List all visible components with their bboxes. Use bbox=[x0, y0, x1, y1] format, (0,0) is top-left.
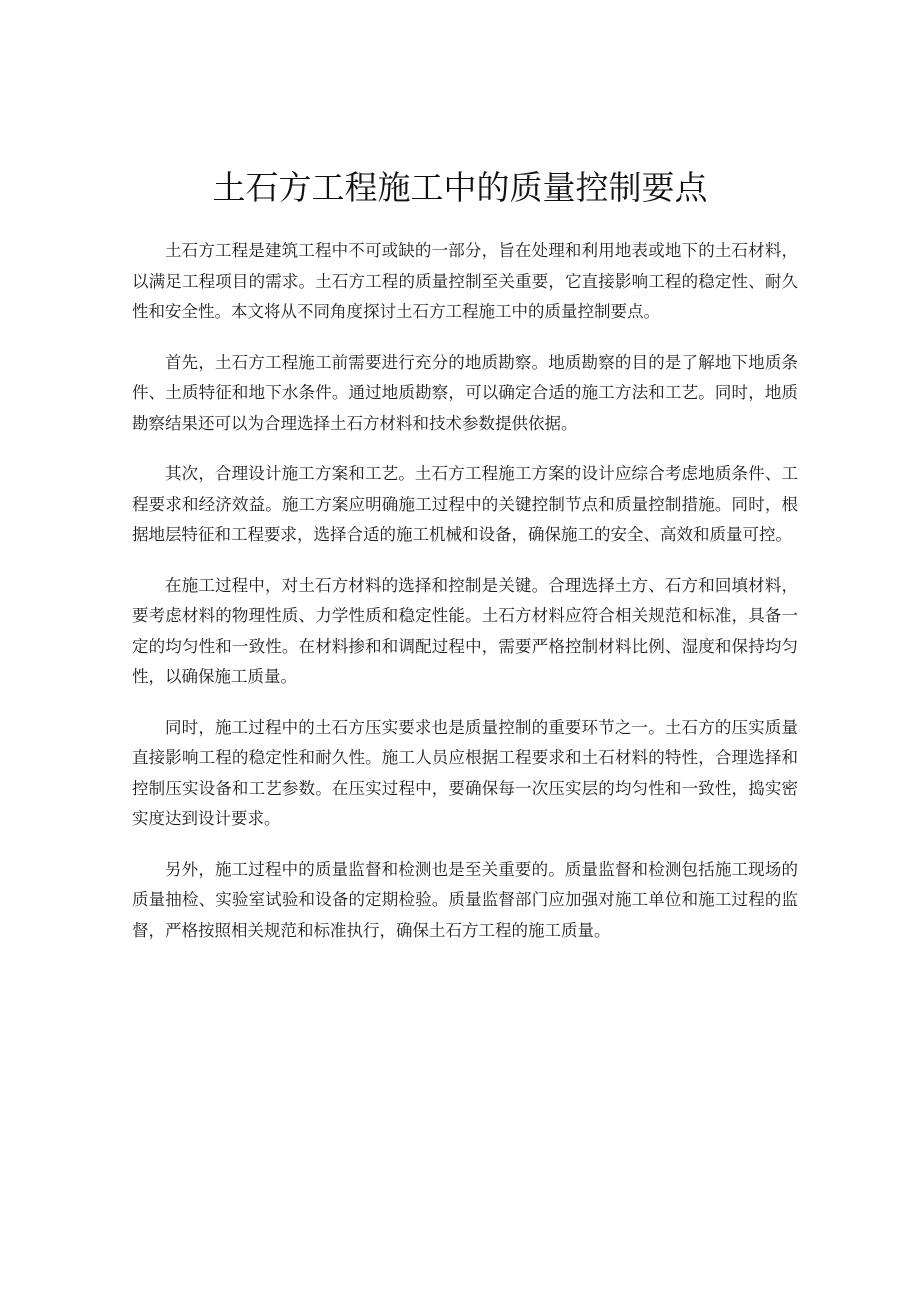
paragraph-construction-plan: 其次，合理设计施工方案和工艺。土石方工程施工方案的设计应综合考虑地质条件、工程要求和经济效益。施工方案应明确施工过程中的关键控制节点和质量控制措施。同时，根据地层特征和工程要求，选择合适的施工机械和设备，确保施工的安全、高效和质量可控。 bbox=[132, 464, 798, 544]
paragraph-quality-supervision: 另外，施工过程中的质量监督和检测也是至关重要的。质量监督和检测包括施工现场的质量抽检、实验室试验和设备的定期检验。质量监督部门应加强对施工单位和施工过程的监督，严格按照相关规范和标准执行，确保土石方工程的施工质量。 bbox=[132, 859, 798, 940]
paragraph-material-control: 在施工过程中，对土石方材料的选择和控制是关键。合理选择土方、石方和回填材料，要考虑材料的物理性质、力学性质和稳定性能。土石方材料应符合相关规范和标准，具备一定的均匀性和一致性。在材料掺和和调配过程中，需要严格控制材料比例、湿度和保持均匀性，以确保施工质量。 bbox=[132, 575, 798, 686]
paragraph-compaction: 同时，施工过程中的土石方压实要求也是质量控制的重要环节之一。土石方的压实质量直接影响工程的稳定性和耐久性。施工人员应根据工程要求和土石材料的特性，合理选择和控制压实设备和工艺参数。在压实过程中，要确保每一次压实层的均匀性和一致性，捣实密实度达到设计要求。 bbox=[132, 717, 798, 828]
document-body bbox=[132, 236, 798, 966]
paragraph-intro: 土石方工程是建筑工程中不可或缺的一部分，旨在处理和利用地表或地下的土石材料，以满足工程项目的需求。土石方工程的质量控制至关重要，它直接影响工程的稳定性、耐久性和安全性。本文将从不同角度探讨土石方工程施工中的质量控制要点。 bbox=[132, 241, 798, 321]
paragraph-geological-survey: 首先，土石方工程施工前需要进行充分的地质勘察。地质勘察的目的是了解地下地质条件、土质特征和地下水条件。通过地质勘察，可以确定合适的施工方法和工艺。同时，地质勘察结果还可以为合理选择土石方材料和技术参数提供依据。 bbox=[132, 352, 798, 433]
document-title: 土石方工程施工中的质量控制要点 bbox=[212, 168, 708, 207]
